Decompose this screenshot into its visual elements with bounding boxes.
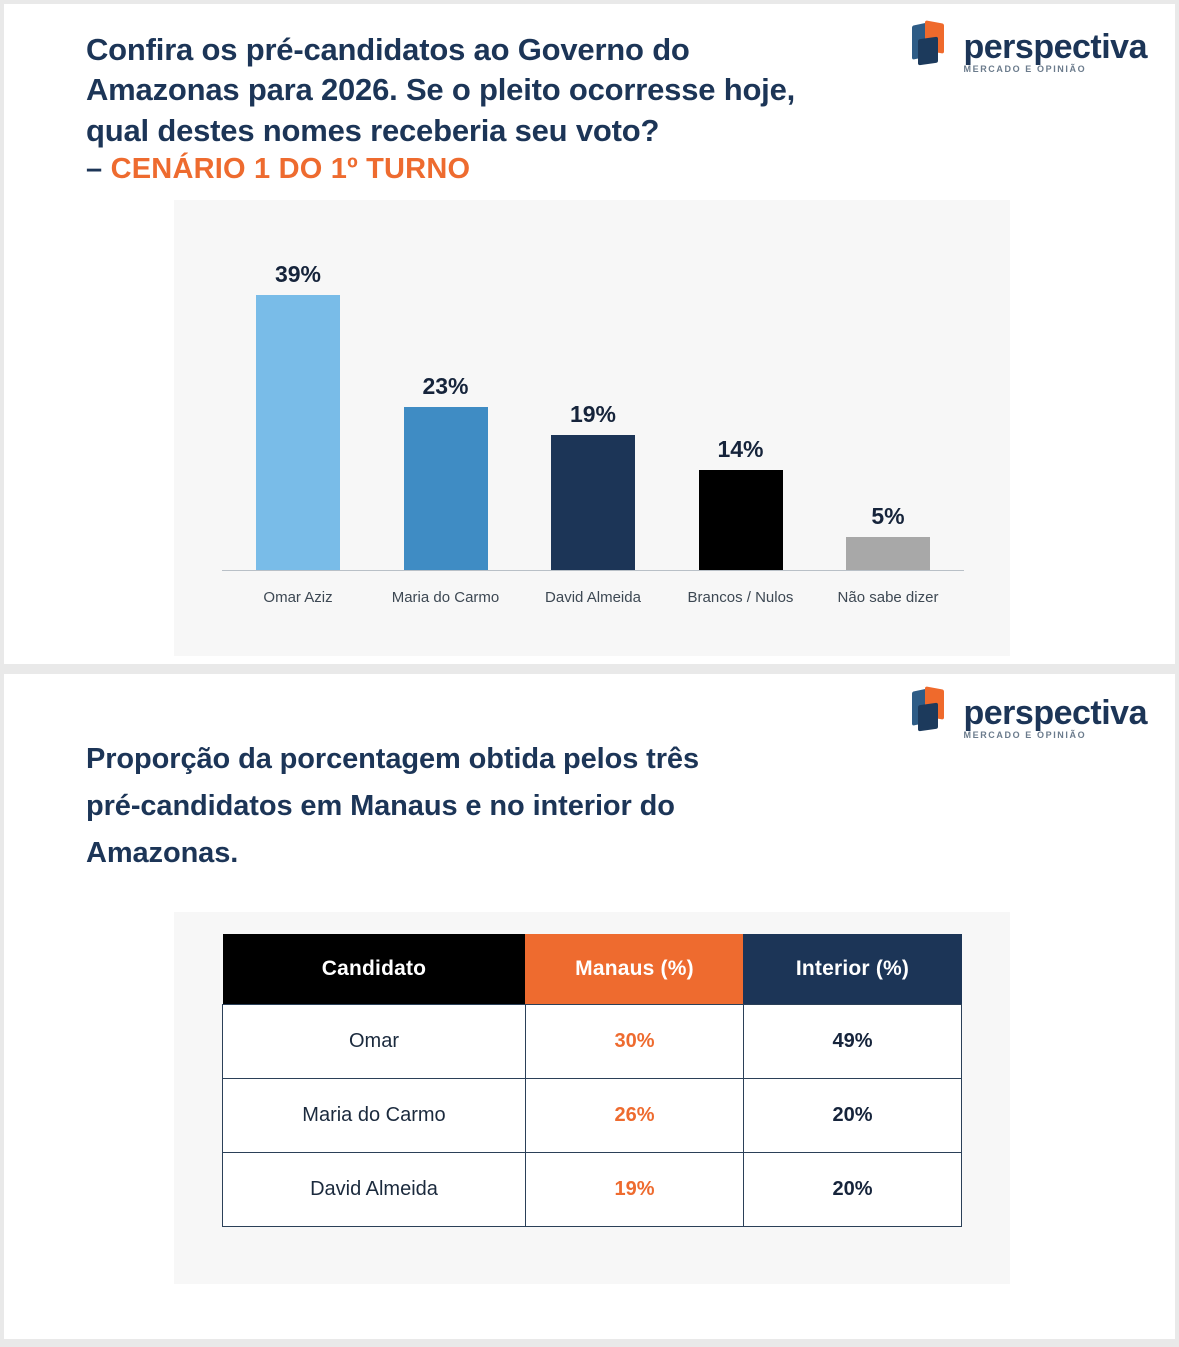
bar-column <box>820 253 956 570</box>
bar-value-label: 23% <box>422 373 469 399</box>
cell-candidate: David Almeida <box>223 1152 526 1226</box>
table-row <box>223 1078 962 1152</box>
slide1-subtitle <box>86 151 966 189</box>
cell-candidate: Maria do Carmo <box>223 1078 526 1152</box>
brand-logo-text <box>964 22 1148 74</box>
brand-name: perspectiva <box>963 28 1147 66</box>
proportion-table-container <box>174 912 1010 1284</box>
title-line-2: Amazonas para 2026. Se o pleito ocorresse hoje, <box>86 72 796 108</box>
table-row <box>223 1152 962 1226</box>
column-header-candidate: Candidato <box>223 934 526 1004</box>
bar-value-label: 39% <box>274 261 322 287</box>
bar-david-almeida <box>551 435 635 570</box>
bar-chart <box>174 200 1010 656</box>
x-label: Omar Aziz <box>263 589 333 606</box>
cell-interior: 20% <box>743 1078 961 1152</box>
chart-plot-area <box>222 234 964 616</box>
cell-manaus: 19% <box>525 1152 743 1226</box>
cell-interior: 20% <box>743 1152 961 1226</box>
title-line-3: qual destes nomes receberia seu voto? <box>86 112 660 148</box>
x-label: Brancos / Nulos <box>687 589 794 606</box>
table-row <box>223 1004 962 1078</box>
title-line-1: Confira os pré-candidatos ao Governo do <box>86 32 690 67</box>
brand-tagline: MERCADO E OPINIÃO <box>963 64 1087 74</box>
bar-column <box>230 253 366 570</box>
slide2-title <box>86 736 946 877</box>
x-label: Maria do Carmo <box>391 589 500 606</box>
bar-value-label: 14% <box>717 436 764 462</box>
brand-logo-text <box>964 688 1148 740</box>
brand-logo <box>912 688 1148 740</box>
cell-manaus: 26% <box>525 1078 743 1152</box>
slide1-title <box>86 30 966 189</box>
slide-chart <box>4 4 1175 664</box>
bar-value-label: 5% <box>871 503 905 529</box>
cell-candidate: Omar <box>223 1004 526 1078</box>
bar-column <box>378 253 514 570</box>
brand-tagline: MERCADO E OPINIÃO <box>963 730 1087 740</box>
column-header-interior: Interior (%) <box>743 934 961 1004</box>
brand-name: perspectiva <box>963 694 1147 732</box>
slide-table <box>4 674 1175 1339</box>
perspectiva-logo-icon <box>912 688 958 734</box>
x-label: David Almeida <box>545 589 641 606</box>
bar-nao-sabe-dizer <box>846 537 930 570</box>
bar-omar-aziz <box>256 295 340 570</box>
cell-interior: 49% <box>743 1004 961 1078</box>
bar-brancos-nulos <box>699 470 783 570</box>
proportion-table <box>222 934 962 1227</box>
bar-maria-do-carmo <box>404 407 488 570</box>
bar-value-label: 19% <box>569 401 617 427</box>
title-line-3: Amazonas. <box>86 836 239 869</box>
subtitle-text: CENÁRIO 1 DO 1º TURNO <box>110 152 471 185</box>
bar-series <box>222 253 964 571</box>
bar-column <box>525 253 661 570</box>
table-header-row <box>223 934 962 1004</box>
subtitle-dash: – <box>86 152 103 185</box>
x-axis-labels <box>222 589 964 606</box>
title-line-2: pré-candidatos em Manaus e no interior do <box>86 789 675 822</box>
bar-column <box>673 253 809 570</box>
x-label: Não sabe dizer <box>837 589 939 606</box>
column-header-manaus: Manaus (%) <box>525 934 743 1004</box>
cell-manaus: 30% <box>525 1004 743 1078</box>
title-line-1: Proporção da porcentagem obtida pelos três <box>86 743 699 775</box>
